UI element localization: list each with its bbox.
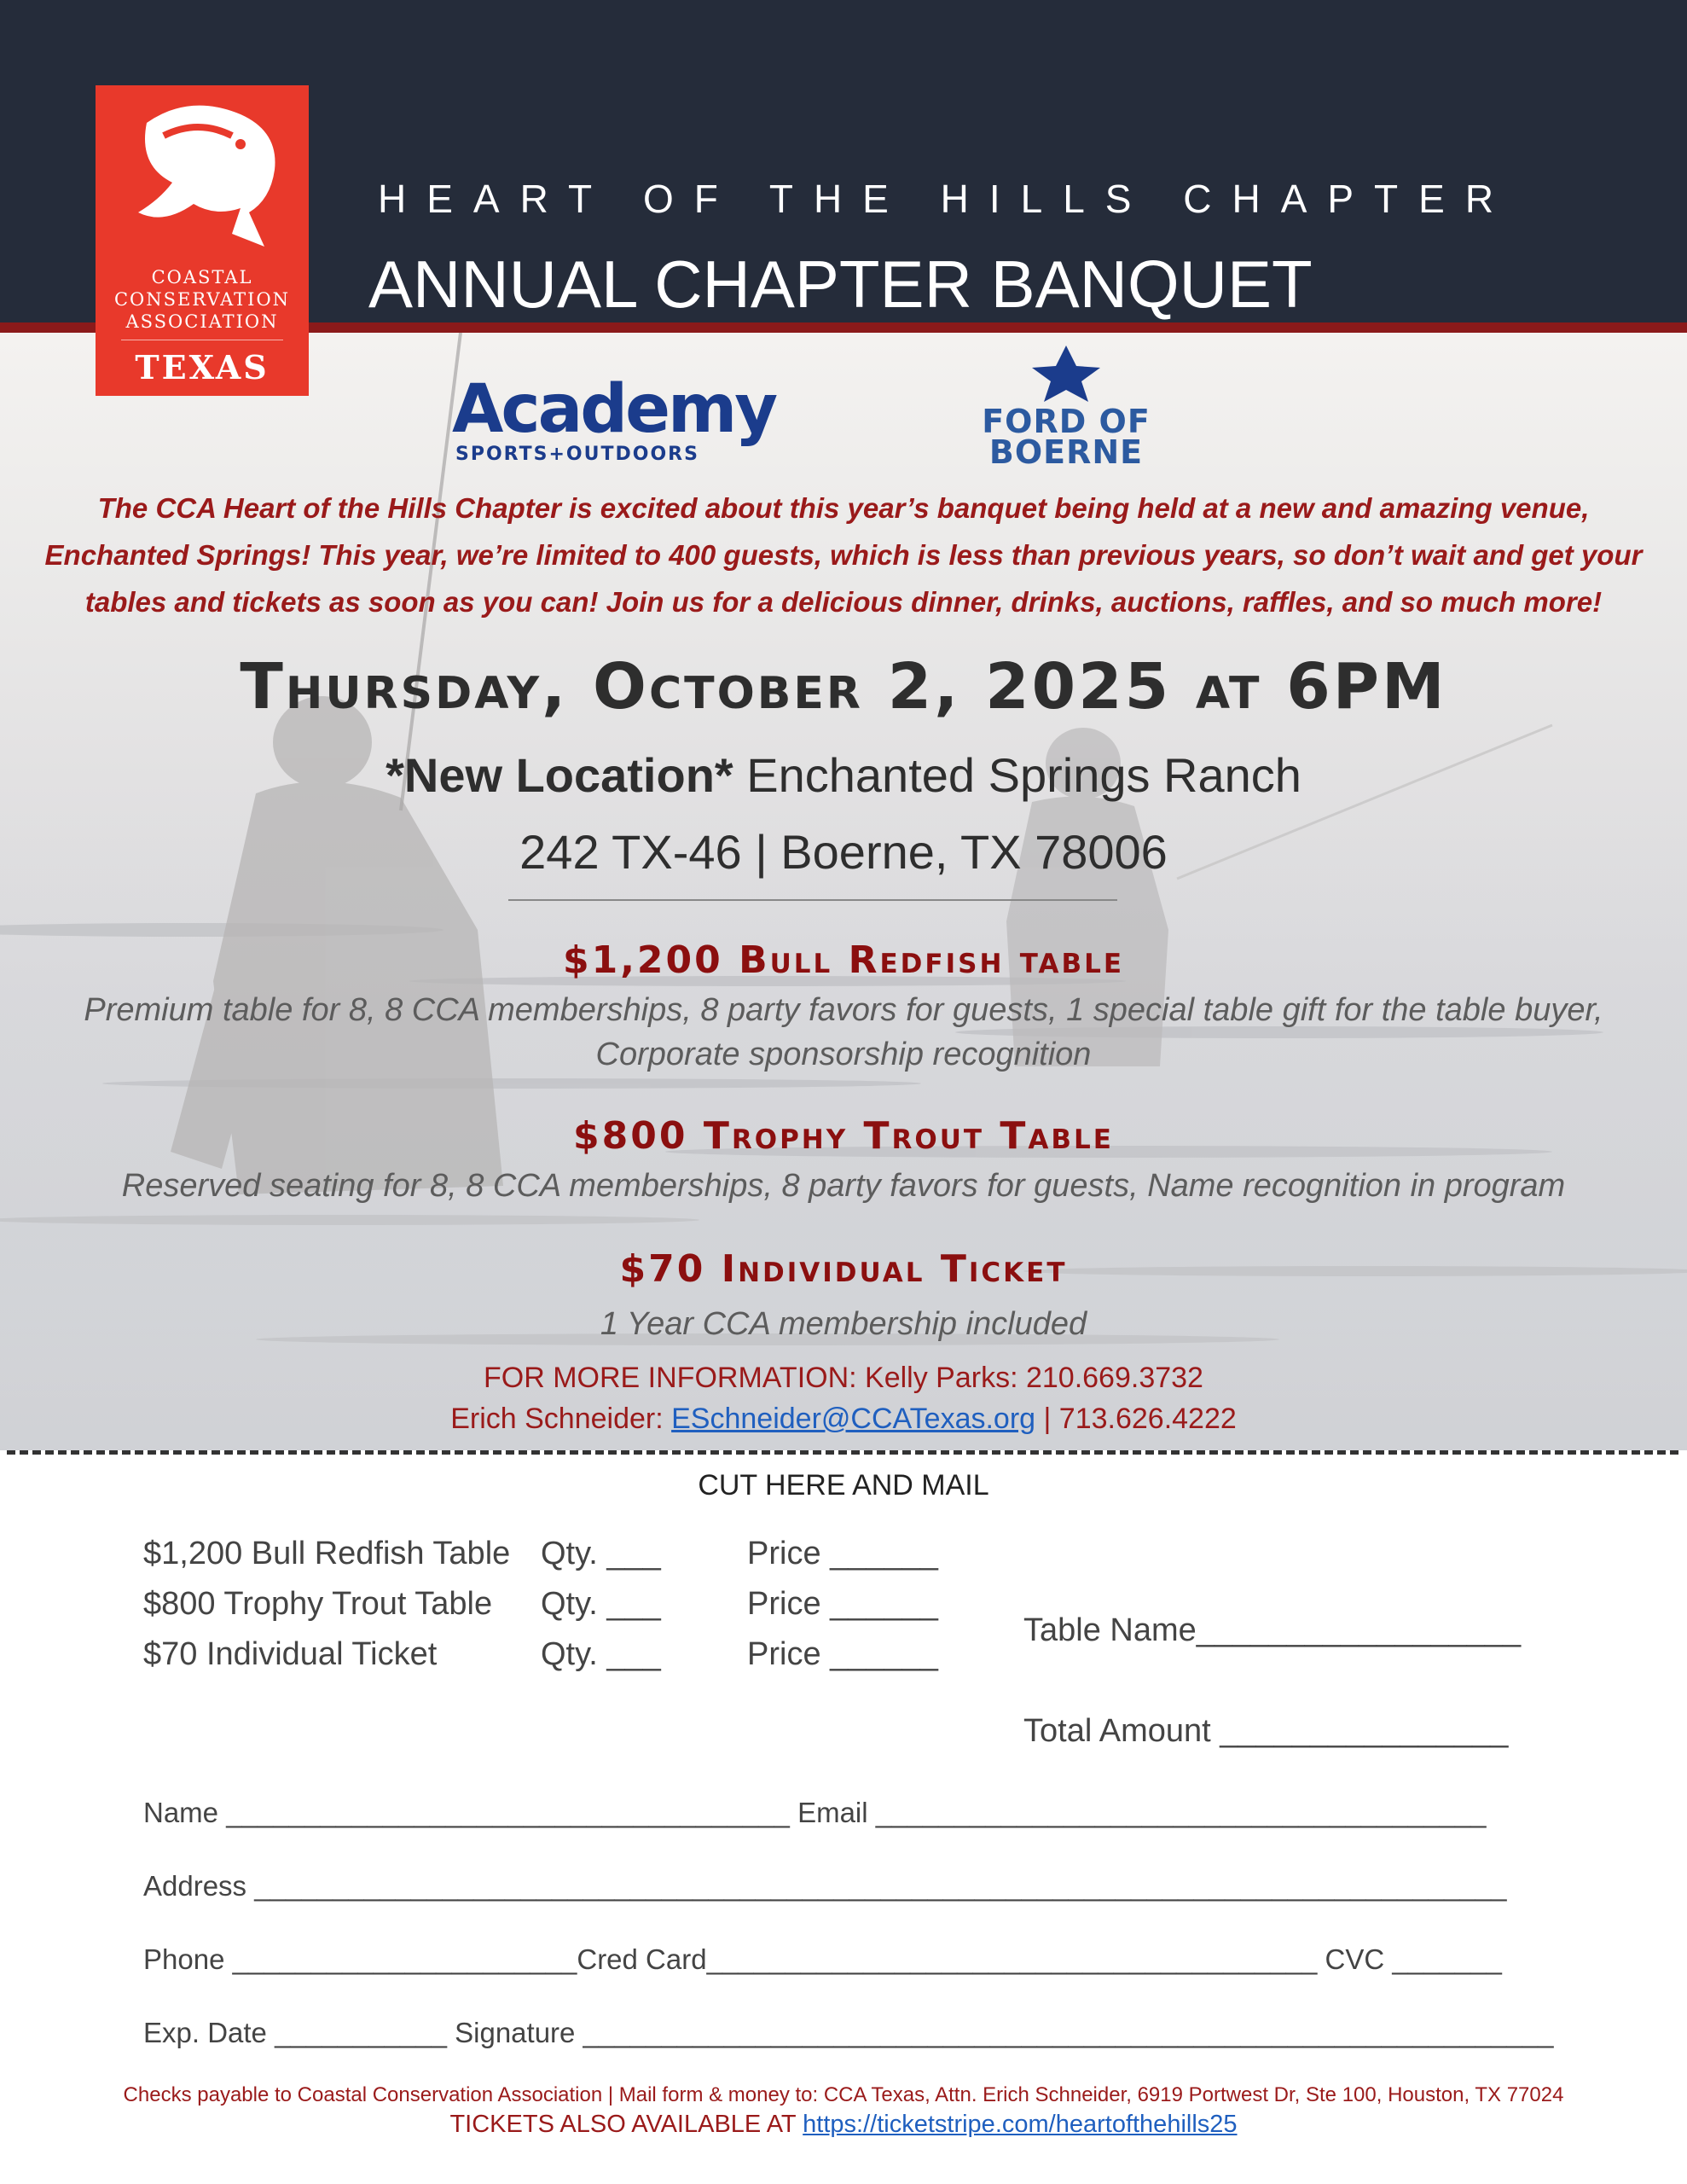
cca-texas-logo bbox=[96, 85, 309, 396]
contact-name: Erich Schneider: bbox=[450, 1403, 672, 1435]
event-venue: Enchanted Springs Ranch bbox=[746, 748, 1301, 802]
ford-logo-line2: BOERNE bbox=[988, 433, 1144, 471]
qty-field: Qty. ___ bbox=[541, 1636, 661, 1672]
phone-card-cvc-field: Phone ______________________Cred Card_______________________________________ CVC _______ bbox=[143, 1943, 1502, 1975]
contact-email-link[interactable]: ESchneider@CCATexas.org bbox=[671, 1403, 1036, 1435]
tickets-note-text: TICKETS ALSO AVAILABLE AT bbox=[449, 2111, 803, 2138]
price-field: Price ______ bbox=[747, 1536, 938, 1571]
star-icon bbox=[1015, 346, 1117, 402]
checks-payable-note: Checks payable to Coastal Conservation Association | Mail form & money to: CCA Texas, Attn. Erich Schneider, 6919 Portwest Dr, Ste 100, Houston, TX 77024 bbox=[123, 2083, 1564, 2106]
price-field: Price ______ bbox=[747, 1586, 938, 1622]
qty-field: Qty. ___ bbox=[541, 1586, 661, 1622]
qty-field: Qty. ___ bbox=[541, 1536, 661, 1571]
logo-state: TEXAS bbox=[135, 348, 270, 386]
total-amount-field: Total Amount ________________ bbox=[1023, 1713, 1509, 1749]
tier-title: $70 Individual Ticket bbox=[619, 1247, 1068, 1291]
event-date: Thursday, October 2, 2025 at 6PM bbox=[240, 650, 1447, 723]
contact-info-line1: FOR MORE INFORMATION: Kelly Parks: 210.669.3732 bbox=[484, 1362, 1203, 1394]
logo-org-line3: ASSOCIATION bbox=[125, 311, 279, 332]
ford-of-boerne-logo bbox=[972, 346, 1160, 471]
new-location-tag: *New Location* bbox=[386, 748, 733, 802]
form-item-label: $1,200 Bull Redfish Table bbox=[143, 1536, 511, 1571]
contact-phone: | 713.626.4222 bbox=[1035, 1403, 1237, 1435]
address-divider bbox=[508, 899, 1117, 901]
name-email-field: Name ____________________________________ Email _______________________________________ bbox=[143, 1797, 1487, 1828]
tier-description: Premium table for 8, 8 CCA memberships, 8 party favors for guests, 1 special table gift for the table buyer, Corporate sponsorship recognition bbox=[84, 992, 1603, 1072]
event-address: 242 TX-46 | Boerne, TX 78006 bbox=[519, 825, 1168, 879]
logo-org-line2: CONSERVATION bbox=[113, 289, 291, 310]
cut-label: CUT HERE AND MAIL bbox=[698, 1469, 989, 1502]
academy-logo-sub: SPORTS+OUTDOORS bbox=[455, 444, 699, 465]
address-field: Address ________________________________________________________________________________ bbox=[143, 1870, 1507, 1902]
intro-paragraph: The CCA Heart of the Hills Chapter is excited about this year’s banquet being held at a new and amazing venue, Enchanted Springs! This year, we’re limited to 400 guests, which is less than previous years, so don’t wait and get your tables and tickets as soon as you can! Join us for a delicious dinner, drinks, auctions, raffles, and so much more! bbox=[44, 492, 1643, 618]
page-title: ANNUAL CHAPTER BANQUET bbox=[368, 247, 1313, 322]
tickets-online-note bbox=[0, 2111, 1687, 2139]
logo-org-line1: COASTAL bbox=[151, 267, 253, 288]
ticket-url-link[interactable]: https://ticketstripe.com/heartofthehills25 bbox=[803, 2111, 1238, 2138]
form-item-label: $70 Individual Ticket bbox=[143, 1636, 438, 1672]
academy-logo bbox=[452, 371, 810, 465]
tier-description: 1 Year CCA membership included bbox=[600, 1306, 1087, 1342]
tier-title: $800 Trophy Trout Table bbox=[573, 1114, 1114, 1158]
exp-signature-field: Exp. Date ___________ Signature ______________________________________________________________ bbox=[143, 2017, 1554, 2048]
form-item-label: $800 Trophy Trout Table bbox=[143, 1586, 493, 1622]
chapter-name: HEART OF THE HILLS CHAPTER bbox=[378, 177, 1515, 221]
contact-info-line2 bbox=[0, 1403, 1687, 1436]
academy-logo-main: Academy bbox=[452, 371, 776, 448]
cut-line bbox=[7, 1450, 1678, 1455]
ford-logo-line1: FORD OF bbox=[982, 403, 1151, 440]
table-name-field: Table Name__________________ bbox=[1023, 1612, 1522, 1648]
tier-title: $1,200 Bull Redfish table bbox=[562, 938, 1125, 982]
price-field: Price ______ bbox=[747, 1636, 938, 1672]
cca-fish-icon bbox=[113, 97, 292, 259]
event-location bbox=[0, 747, 1687, 803]
tier-description: Reserved seating for 8, 8 CCA memberships, 8 party favors for guests, Name recognition in program bbox=[121, 1168, 1566, 1204]
